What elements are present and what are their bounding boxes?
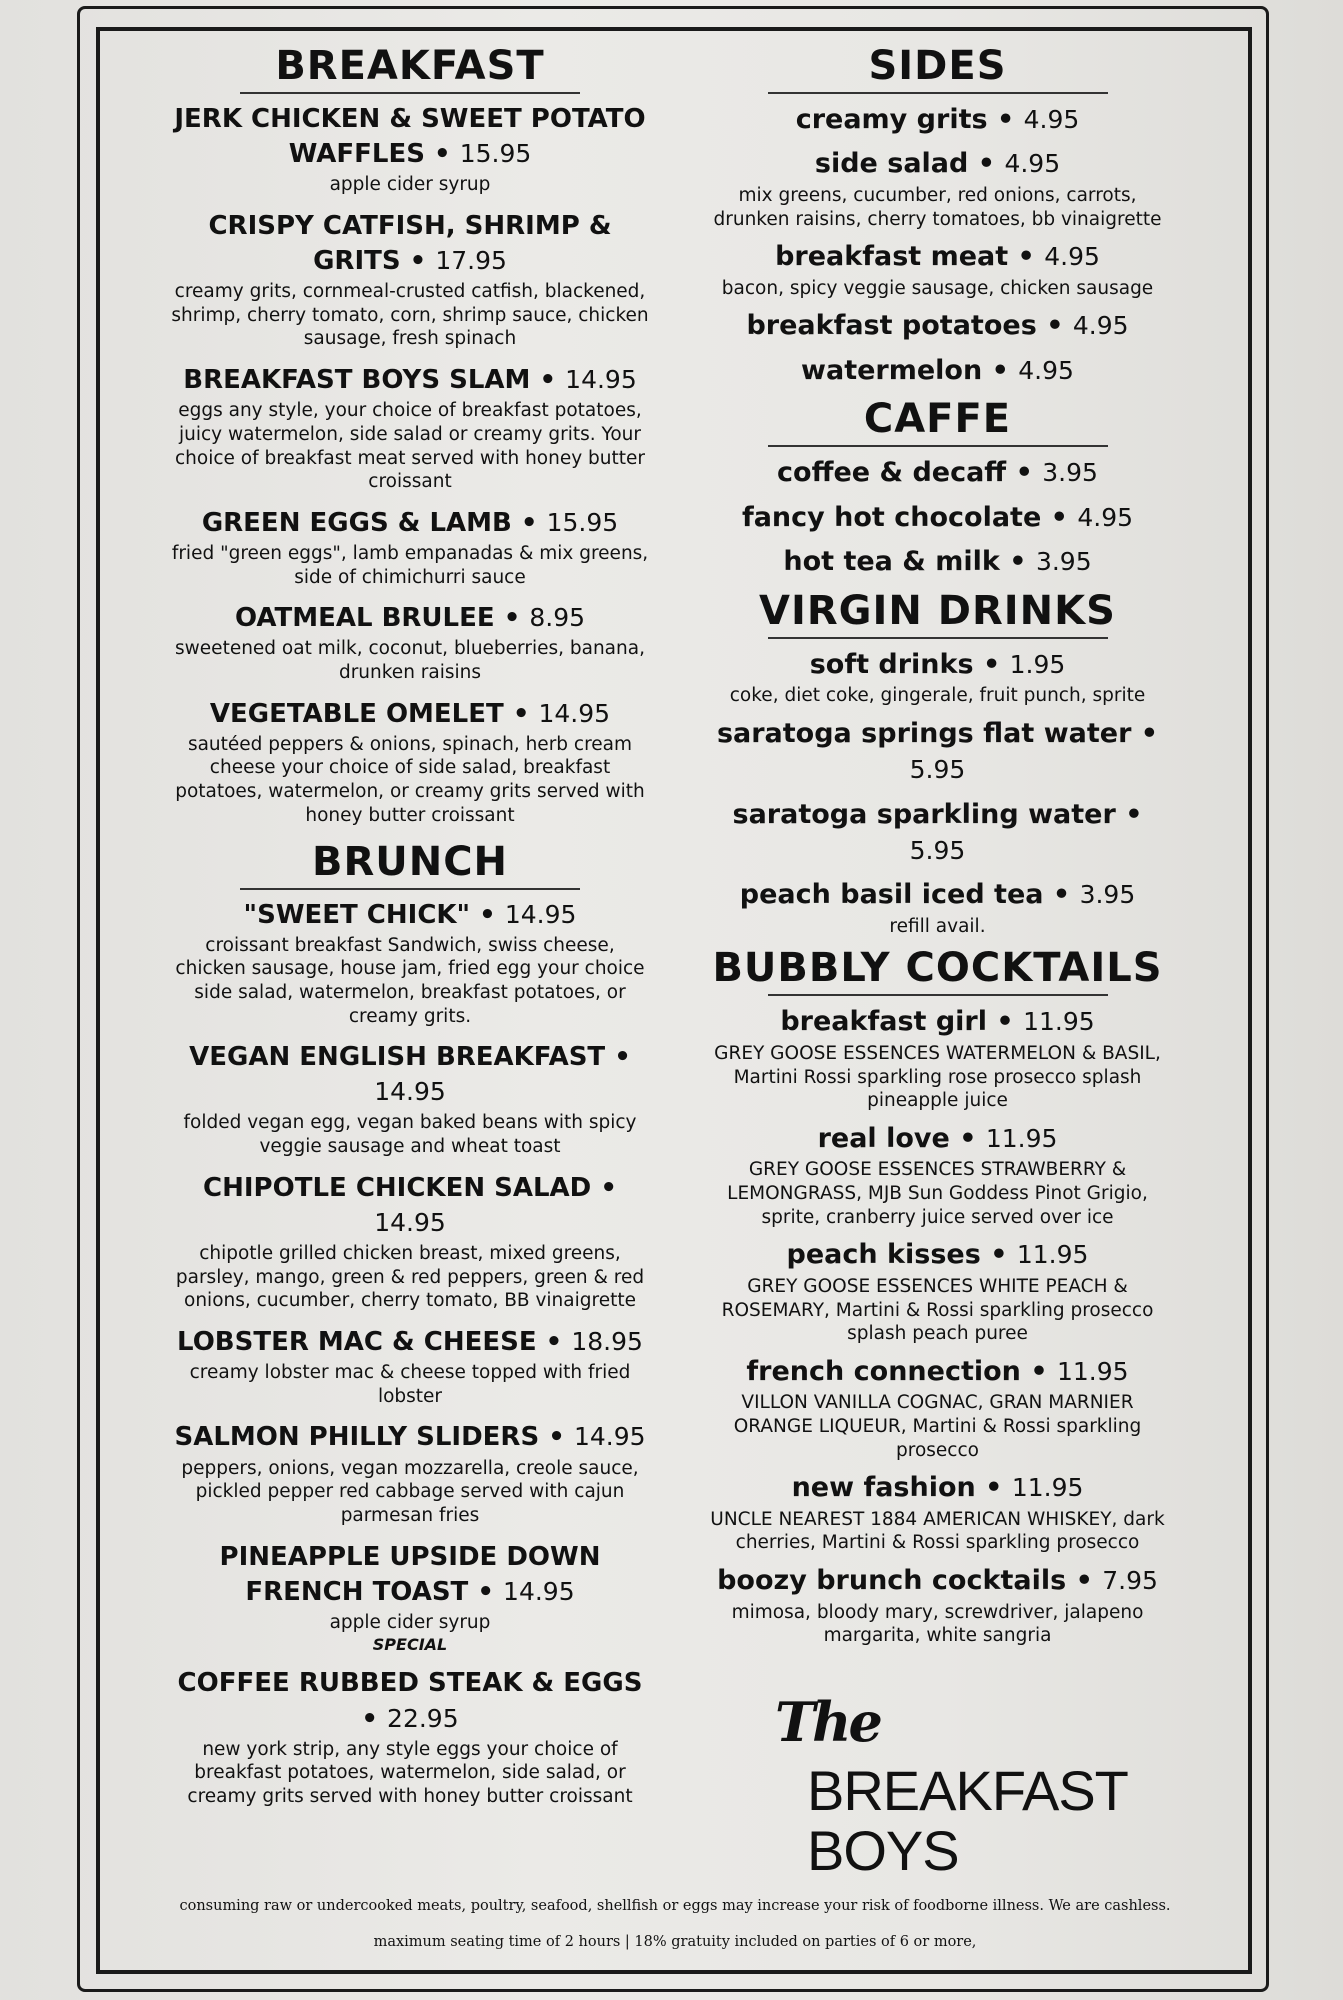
price-separator: •: [996, 104, 1015, 135]
menu-item-title-line: [700, 353, 1175, 389]
menu-item-title-line: [700, 716, 1175, 789]
menu-item-price: 14.95: [538, 698, 611, 728]
menu-item-title-line: [700, 239, 1175, 275]
menu-item-title-line: [700, 1237, 1175, 1273]
menu-item: [700, 102, 1175, 138]
menu-item-name: watermelon: [801, 354, 983, 386]
menu-item: [700, 716, 1175, 789]
menu-item-title-line: [170, 102, 650, 172]
menu-item: [170, 1040, 650, 1159]
price-separator: •: [545, 1327, 563, 1358]
price-separator: •: [1125, 798, 1143, 830]
footer-disclaimer: consuming raw or undercooked meats, poultry, seafood, shellfish or eggs may increase your risk of foodborne illness. We are cashless.: [179, 1898, 1171, 1914]
menu-item-price: 4.95: [1077, 502, 1134, 532]
menu-item: [170, 1171, 650, 1313]
menu-item-description: GREY GOOSE ESSENCES WATERMELON & BASIL, Martini Rossi sparkling rose prosecco splash pineapple juice: [714, 1042, 1161, 1112]
menu-item-description: peppers, onions, vegan mozzarella, creole sauce, pickled pepper red cabbage served with cajun parmesan fries: [181, 1457, 639, 1526]
left-column: [170, 44, 650, 1821]
menu-item-price: 1.95: [1009, 649, 1066, 679]
menu-item-name: peach basil iced tea: [739, 879, 1044, 911]
menu-item-name: creamy grits: [795, 104, 988, 135]
menu-item-price: 11.95: [1056, 1356, 1129, 1386]
menu-item-name: french connection: [746, 1355, 1021, 1387]
menu-item: [700, 647, 1175, 708]
menu-item: [700, 353, 1175, 389]
menu-item: [700, 1121, 1175, 1229]
menu-item: [170, 209, 650, 351]
menu-item-title-line: [700, 146, 1175, 182]
menu-item-title-line: [170, 1040, 650, 1110]
section-title-brunch: BRUNCH: [311, 838, 509, 885]
menu-item-description: sweetened oat milk, coconut, blueberries, banana, drunken raisins: [175, 638, 645, 684]
menu-item: [700, 146, 1175, 231]
menu-item-name: LOBSTER MAC & CHEESE: [177, 1327, 537, 1358]
menu-item: [170, 363, 650, 494]
menu-item-name: peach kisses: [786, 1239, 981, 1271]
menu-item-name: PINEAPPLE UPSIDE DOWN FRENCH TOAST: [219, 1541, 601, 1607]
menu-item-name: CRISPY CATFISH, SHRIMP & GRITS: [208, 210, 612, 276]
virgin-drinks-items: [700, 647, 1175, 939]
menu-item-price: 18.95: [571, 1327, 643, 1357]
menu-item-price: 14.95: [565, 365, 637, 395]
menu-item-title-line: [170, 1171, 650, 1241]
brunch-items: [170, 898, 650, 1809]
menu-item: [700, 500, 1175, 536]
menu-item-title-line: [700, 102, 1175, 138]
menu-item-price: 5.95: [909, 755, 966, 785]
menu-item-name: CHIPOTLE CHICKEN SALAD: [203, 1172, 592, 1203]
price-separator: •: [503, 603, 521, 634]
right-column: [700, 44, 1175, 1656]
menu-item-title-line: [170, 1666, 650, 1736]
menu-item-description: fried "green eggs", lamb empanadas & mix greens, side of chimichurri sauce: [171, 542, 649, 588]
menu-item-description: apple cider syrup: [329, 174, 491, 196]
menu-item: [700, 877, 1175, 938]
menu-item: [170, 1420, 650, 1527]
menu-item: [700, 1354, 1175, 1462]
menu-item-price: 4.95: [1004, 149, 1061, 179]
menu-item: [170, 1325, 650, 1408]
bubbly-cocktails-section: [700, 946, 1175, 1647]
price-separator: •: [361, 1703, 378, 1734]
menu-item-name: breakfast girl: [780, 1006, 987, 1038]
menu-item-title-line: [700, 500, 1175, 536]
logo-the: The: [775, 1690, 880, 1754]
menu-item-name: real love: [817, 1122, 950, 1154]
menu-item: [700, 797, 1175, 870]
menu-item-title-line: [170, 1540, 650, 1610]
menu-item-description: folded vegan egg, vegan baked beans with spicy veggie sausage and wheat toast: [183, 1112, 637, 1158]
menu-item-title-line: [700, 1470, 1175, 1506]
price-separator: •: [1075, 1565, 1093, 1597]
menu-item-price: 3.95: [1042, 458, 1098, 488]
menu-item: [700, 1004, 1175, 1112]
sides-section: [700, 44, 1175, 389]
menu-item-price: 4.95: [1023, 105, 1080, 134]
menu-item-name: JERK CHICKEN & SWEET POTATO WAFFLES: [174, 104, 646, 170]
menu-item-name: OATMEAL BRULEE: [234, 603, 495, 634]
menu-item-price: 14.95: [573, 1422, 646, 1452]
menu-item-description: eggs any style, your choice of breakfast potatoes, juicy watermelon, side salad or creamy grits. Your choice of breakfast meat served with honey butter croissant: [174, 400, 646, 493]
price-separator: •: [985, 1472, 1003, 1504]
menu-item: [700, 544, 1175, 580]
section-rule: [768, 994, 1108, 996]
menu-item-name: boozy brunch cocktails: [717, 1565, 1067, 1597]
menu-item: [170, 898, 650, 1029]
breakfast-section: [170, 44, 650, 828]
menu-item-price: 4.95: [1044, 242, 1100, 272]
menu-item-name: coffee & decaff: [777, 457, 1007, 489]
menu-item-name: hot tea & milk: [783, 546, 1000, 578]
menu-item-price: 22.95: [387, 1703, 459, 1733]
menu-item-price: 3.95: [1079, 880, 1136, 910]
menu-item-description: apple cider syrup: [329, 1611, 491, 1633]
price-separator: •: [996, 1006, 1014, 1038]
section-rule: [768, 92, 1108, 94]
menu-item: [700, 1470, 1175, 1555]
menu-item: [170, 506, 650, 589]
menu-item-price: 4.95: [1018, 355, 1074, 385]
section-rule: [240, 888, 580, 890]
menu-item-name: "SWEET CHICK": [243, 899, 471, 930]
menu-item-price: 14.95: [374, 1207, 446, 1237]
sides-items: [700, 102, 1175, 389]
menu-item-name: SALMON PHILLY SLIDERS: [174, 1422, 540, 1453]
menu-item-description: VILLON VANILLA COGNAC, GRAN MARNIER ORANGE LIQUEUR, Martini & Rossi sparkling prosecco: [733, 1392, 1142, 1461]
price-separator: •: [991, 354, 1009, 386]
menu-item: [170, 1540, 650, 1655]
menu-item-title-line: [170, 209, 650, 279]
menu-item-price: 11.95: [1011, 1473, 1084, 1503]
caffe-items: [700, 455, 1175, 580]
menu-item-title-line: [170, 363, 650, 398]
price-separator: •: [1050, 501, 1068, 533]
menu-item-price: 5.95: [909, 835, 966, 865]
price-separator: •: [959, 1122, 977, 1154]
menu-item-description: creamy grits, cornmeal-crusted catfish, blackened, shrimp, cherry tomato, corn, shrimp sauce, chicken sausage, fresh spinach: [171, 281, 649, 350]
menu-item-description: GREY GOOSE ESSENCES WHITE PEACH & ROSEMARY, Martini & Rossi sparkling prosecco splash peach puree: [721, 1275, 1154, 1345]
menu-item-name: breakfast potatoes: [746, 310, 1037, 342]
menu-item-name: fancy hot chocolate: [741, 501, 1042, 533]
menu-item: [700, 1237, 1175, 1345]
menu-item-name: GREEN EGGS & LAMB: [201, 507, 512, 538]
price-separator: •: [434, 139, 451, 170]
menu-item: [170, 601, 650, 684]
menu-item-price: 15.95: [459, 139, 532, 169]
menu-item-title-line: [700, 797, 1175, 870]
menu-item-description: chipotle grilled chicken breast, mixed greens, parsley, mango, green & red peppers, green & red onions, cucumber, cherry tomato, BB vinaigrette: [175, 1243, 645, 1312]
menu-item-title-line: [170, 1325, 650, 1360]
section-title-breakfast: BREAKFAST: [275, 43, 545, 89]
price-separator: •: [990, 1239, 1008, 1271]
price-separator: •: [1009, 546, 1027, 578]
logo-boys: BOYS: [807, 1819, 959, 1882]
section-title-virgin-drinks: VIRGIN DRINKS: [759, 587, 1116, 634]
menu-item-name: soft drinks: [809, 648, 974, 680]
price-separator: •: [1017, 241, 1035, 273]
menu-item-name: saratoga sparkling water: [732, 798, 1116, 830]
menu-item-price: 11.95: [985, 1123, 1058, 1153]
footer-seating-note: maximum seating time of 2 hours | 18% gratuity included on parties of 6 or more,: [373, 1934, 977, 1950]
price-separator: •: [1052, 879, 1071, 911]
price-separator: •: [548, 1422, 565, 1453]
menu-item-title-line: [700, 308, 1175, 344]
price-separator: •: [539, 365, 557, 396]
menu-item-name: saratoga springs flat water: [716, 717, 1132, 749]
menu-item-description: UNCLE NEAREST 1884 AMERICAN WHISKEY, dark cherries, Martini & Rossi sparkling prosecco: [710, 1508, 1165, 1554]
menu-item-description: mimosa, bloody mary, screwdriver, jalapeno margarita, white sangria: [731, 1601, 1144, 1647]
menu-item: [700, 1563, 1175, 1648]
menu-item-price: 11.95: [1023, 1007, 1095, 1037]
menu-item-price: 7.95: [1102, 1566, 1158, 1596]
price-separator: •: [409, 245, 427, 276]
breakfast-items: [170, 102, 650, 828]
menu-item-name: side salad: [814, 148, 969, 180]
menu-item-description: mix greens, cucumber, red onions, carrots, drunken raisins, cherry tomatoes, bb vinaigrette: [713, 184, 1162, 230]
menu-item: [170, 102, 650, 197]
menu-item-price: 14.95: [504, 899, 577, 929]
menu-item-title-line: [700, 544, 1175, 580]
section-title-caffe: CAFFE: [863, 396, 1012, 443]
section-rule: [768, 637, 1108, 639]
virgin-drinks-section: [700, 589, 1175, 939]
menu-item-title-line: [170, 697, 650, 732]
menu-item-name: BREAKFAST BOYS SLAM: [183, 365, 531, 396]
menu-item-description: coke, diet coke, gingerale, fruit punch, sprite: [729, 684, 1146, 706]
menu-item: [170, 1666, 650, 1808]
menu-item-description: bacon, spicy veggie sausage, chicken sausage: [721, 277, 1154, 299]
menu-item-description: croissant breakfast Sandwich, swiss cheese, chicken sausage, house jam, fried egg your choice side salad, watermelon, breakfast potatoes, or creamy grits.: [175, 934, 645, 1027]
special-label: SPECIAL: [372, 1635, 448, 1655]
menu-item: [170, 697, 650, 828]
menu-item-title-line: [700, 455, 1175, 491]
price-separator: •: [1015, 457, 1033, 489]
section-rule: [240, 92, 580, 94]
section-title-bubbly-cocktails: BUBBLY COCKTAILS: [712, 945, 1163, 992]
price-separator: •: [1140, 717, 1159, 749]
section-rule: [768, 445, 1108, 447]
menu-item-name: VEGETABLE OMELET: [209, 698, 504, 729]
menu-item-description: refill avail.: [889, 915, 986, 937]
menu-item: [700, 239, 1175, 300]
menu-item-price: 15.95: [546, 507, 619, 537]
menu-item-name: new fashion: [791, 1472, 976, 1504]
menu-item-price: 11.95: [1016, 1240, 1089, 1270]
menu-item-description: GREY GOOSE ESSENCES STRAWBERRY & LEMONGRASS, MJB Sun Goddess Pinot Grigio, sprite, cranberry juice served over ice: [727, 1159, 1148, 1228]
menu-item-title-line: [700, 1354, 1175, 1390]
menu-item-price: 17.95: [435, 245, 507, 275]
menu-item-name: VEGAN ENGLISH BREAKFAST: [189, 1042, 606, 1073]
menu-item-price: 14.95: [503, 1576, 575, 1606]
menu-item-title-line: [700, 877, 1175, 913]
price-separator: •: [512, 698, 530, 729]
menu-item-description: new york strip, any style eggs your choice of breakfast potatoes, watermelon, side salad, or creamy grits served with honey butter croissant: [187, 1738, 633, 1807]
menu-item-price: 14.95: [374, 1077, 446, 1107]
menu-item-price: 3.95: [1035, 547, 1092, 577]
menu-item-title-line: [170, 601, 650, 636]
price-separator: •: [479, 899, 496, 930]
menu-item-name: COFFEE RUBBED STEAK & EGGS: [177, 1668, 643, 1699]
price-separator: •: [1030, 1355, 1048, 1387]
section-title-sides: SIDES: [868, 43, 1007, 89]
logo-breakfast: BREAKFAST: [807, 1759, 1128, 1822]
menu-item-price: 4.95: [1072, 311, 1129, 341]
menu-item: [700, 455, 1175, 491]
menu-item-title-line: [170, 898, 650, 933]
menu-item-title-line: [700, 647, 1175, 683]
breakfast-boys-logo: [775, 1690, 1135, 1885]
menu-item-title-line: [170, 506, 650, 541]
menu-item-title-line: [700, 1563, 1175, 1599]
menu-item-title-line: [700, 1004, 1175, 1040]
price-separator: •: [982, 648, 1001, 680]
menu-item-title-line: [700, 1121, 1175, 1157]
menu-item-description: sautéed peppers & onions, spinach, herb cream cheese your choice of side salad, breakfast potatoes, watermelon, or creamy grits served with honey butter croissant: [175, 733, 645, 826]
price-separator: •: [614, 1042, 631, 1073]
price-separator: •: [520, 507, 538, 538]
menu-item-price: 8.95: [529, 603, 586, 633]
menu-item-title-line: [170, 1420, 650, 1455]
price-separator: •: [477, 1576, 494, 1607]
caffe-section: [700, 397, 1175, 580]
brunch-section: [170, 840, 650, 1809]
bubbly-cocktails-items: [700, 1004, 1175, 1647]
menu-item-name: breakfast meat: [775, 241, 1009, 273]
menu-item: [700, 308, 1175, 344]
price-separator: •: [1046, 310, 1064, 342]
price-separator: •: [977, 148, 996, 180]
menu-item-description: creamy lobster mac & cheese topped with fried lobster: [189, 1362, 631, 1407]
price-separator: •: [600, 1172, 617, 1203]
